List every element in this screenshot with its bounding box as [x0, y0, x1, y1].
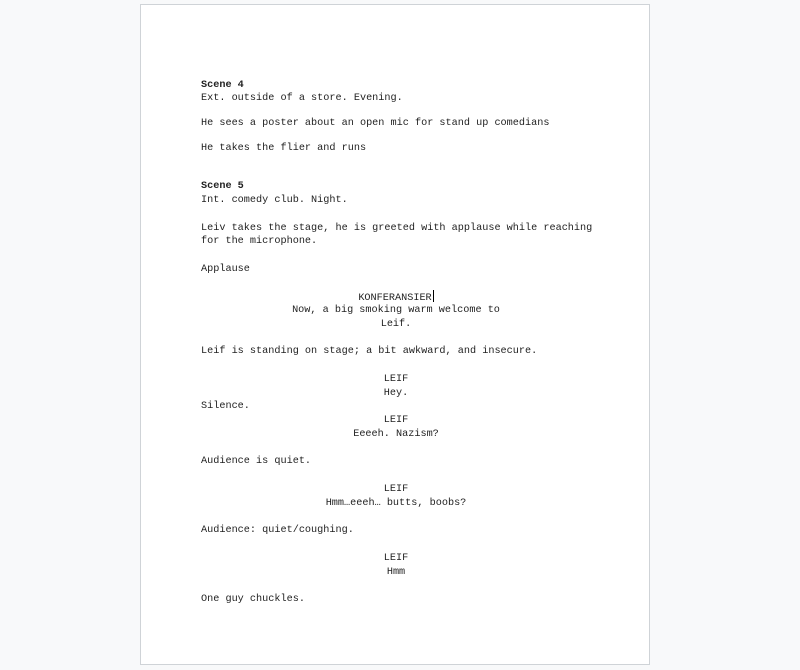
scene-4-action-2: He takes the flier and runs — [201, 143, 367, 154]
dialogue-3: Eeeeh. Nazism? — [353, 429, 439, 440]
character-leif-4: LEIF — [383, 553, 409, 564]
dialogue-1-line-2: Leif. — [380, 319, 412, 330]
scene-5-action-1-line-2: for the microphone. — [201, 236, 318, 247]
scene-5-action-6: Audience: quiet/coughing. — [201, 525, 354, 536]
scene-4-action-1: He sees a poster about an open mic for stand up comedians — [201, 118, 550, 129]
scene-5-action-5: Audience is quiet. — [201, 456, 312, 467]
scene-5-heading: Scene 5 — [201, 181, 244, 192]
dialogue-5: Hmm — [386, 567, 406, 578]
character-konferansier — [141, 290, 651, 305]
dialogue-2: Hey. — [383, 388, 409, 399]
character-leif-3: LEIF — [383, 484, 409, 495]
scene-5-setting: Int. comedy club. Night. — [201, 195, 348, 206]
character-leif-1: LEIF — [383, 374, 409, 385]
dialogue-1-line-1: Now, a big smoking warm welcome to — [292, 305, 500, 316]
text-cursor — [433, 290, 434, 302]
document-page[interactable] — [140, 4, 650, 665]
scene-4-setting: Ext. outside of a store. Evening. — [201, 93, 403, 104]
scene-5-action-7: One guy chuckles. — [201, 594, 305, 605]
scene-4-heading: Scene 4 — [201, 80, 244, 91]
scene-5-action-3: Leif is standing on stage; a bit awkward, and insecure. — [201, 346, 538, 357]
scene-5-action-4: Silence. — [201, 401, 250, 412]
scene-5-action-2: Applause — [201, 264, 250, 275]
scene-5-action-1-line-1: Leiv takes the stage, he is greeted with applause while reaching — [201, 223, 593, 234]
character-leif-2: LEIF — [383, 415, 409, 426]
dialogue-4: Hmm…eeeh… butts, boobs? — [325, 498, 467, 509]
character-name: KONFERANSIER — [358, 293, 432, 304]
